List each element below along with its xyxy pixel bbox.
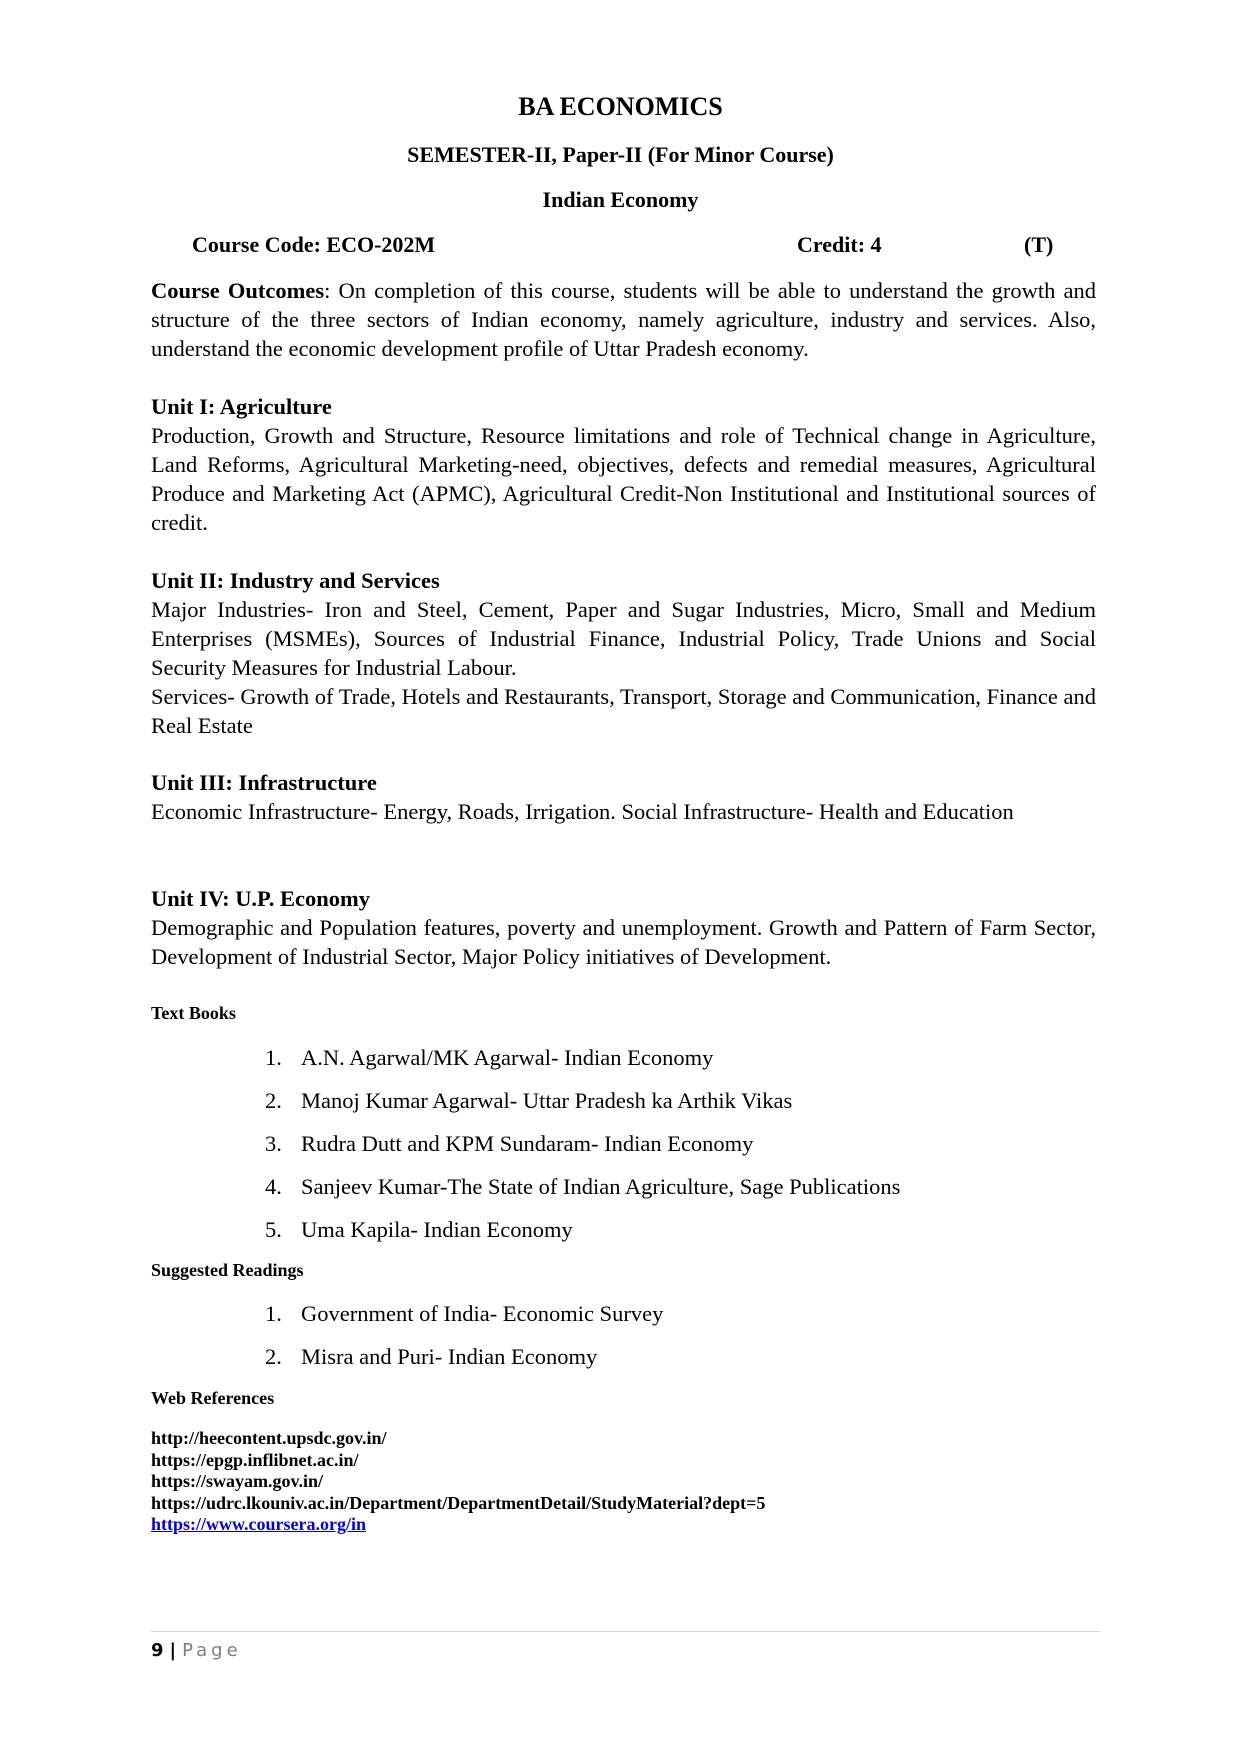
unit-heading: Unit IV: U.P. Economy [151,886,370,911]
coursera-link[interactable]: https://www.coursera.org/in [151,1514,366,1534]
unit-1 [151,392,1096,537]
unit-heading: Unit II: Industry and Services [151,568,440,593]
page-label: Page [182,1640,242,1661]
footer-separator: | [169,1640,177,1661]
unit-2 [151,566,1096,740]
course-type: (T) [1024,232,1054,257]
list-item: 2. Manoj Kumar Agarwal- Uttar Pradesh ka Arthik Vikas [265,1088,793,1113]
unit-body: Major Industries- Iron and Steel, Cement, Paper and Sugar Industries, Micro, Small and Medium Enterprises (MSMEs), Sources of Industrial Finance, Industrial Policy, Trade Unions and Social Security Measures for Industrial Labour. [151,597,1096,680]
unit-body: Economic Infrastructure- Energy, Roads, Irrigation. Social Infrastructure- Health and Education [151,799,1014,824]
suggested-readings-heading: Suggested Readings [151,1260,304,1280]
text-books-list [255,1043,900,1258]
subject-title: Indian Economy [542,187,699,212]
footer-divider [151,1631,1101,1632]
web-references-list [151,1428,765,1536]
unit-body: Production, Growth and Structure, Resource limitations and role of Technical change in Agriculture, Land Reforms, Agricultural Marketing-need, objectives, defects and remedial measures, Agricultural Produce and Marketing Act (APMC), Agricultural Credit-Non Institutional and Institutional sources of credit. [151,423,1096,535]
suggested-readings-list [255,1299,663,1385]
semester-line: SEMESTER-II, Paper-II (For Minor Course) [407,142,834,167]
page-number: 9 [151,1640,164,1661]
list-item: 1. Government of India- Economic Survey [265,1301,664,1326]
list-item: 5. Uma Kapila- Indian Economy [265,1217,573,1242]
unit-body: Demographic and Population features, poverty and unemployment. Growth and Pattern of Farm Sector, Development of Industrial Sector, Major Policy initiatives of Development. [151,915,1096,969]
web-link: https://udrc.lkouniv.ac.in/Department/DepartmentDetail/StudyMaterial?dept=5 [151,1492,766,1513]
unit-body-services: Services- Growth of Trade, Hotels and Restaurants, Transport, Storage and Communication, Finance and Real Estate [151,684,1096,738]
web-link: https://swayam.gov.in/ [151,1471,324,1491]
list-item: 3. Rudra Dutt and KPM Sundaram- Indian Economy [265,1131,754,1156]
list-item: 4. Sanjeev Kumar-The State of Indian Agriculture, Sage Publications [265,1174,901,1199]
course-outcomes-text: : On completion of this course, students will be able to understand the growth and structure of the three sectors of Indian economy, namely agriculture, industry and services. Also, understand the economic development profile of Uttar Pradesh economy. [151,278,1096,361]
page-footer [151,1640,242,1661]
web-link: http://heecontent.upsdc.gov.in/ [151,1428,387,1448]
credit: Credit: 4 [797,232,882,257]
course-code: Course Code: ECO-202M [192,232,436,257]
list-item: 2. Misra and Puri- Indian Economy [265,1344,598,1369]
course-outcomes [151,276,1096,363]
course-outcomes-label: Course Outcomes [151,278,325,303]
web-link: https://epgp.inflibnet.ac.in/ [151,1449,359,1470]
text-books-heading: Text Books [151,1003,236,1023]
document-title: BA ECONOMICS [518,92,723,121]
list-item: 1. A.N. Agarwal/MK Agarwal- Indian Economy [265,1045,714,1070]
unit-heading: Unit I: Agriculture [151,394,332,419]
unit-heading: Unit III: Infrastructure [151,770,377,795]
web-references-heading: Web References [151,1388,275,1408]
unit-3 [151,768,1096,826]
unit-4 [151,884,1096,971]
